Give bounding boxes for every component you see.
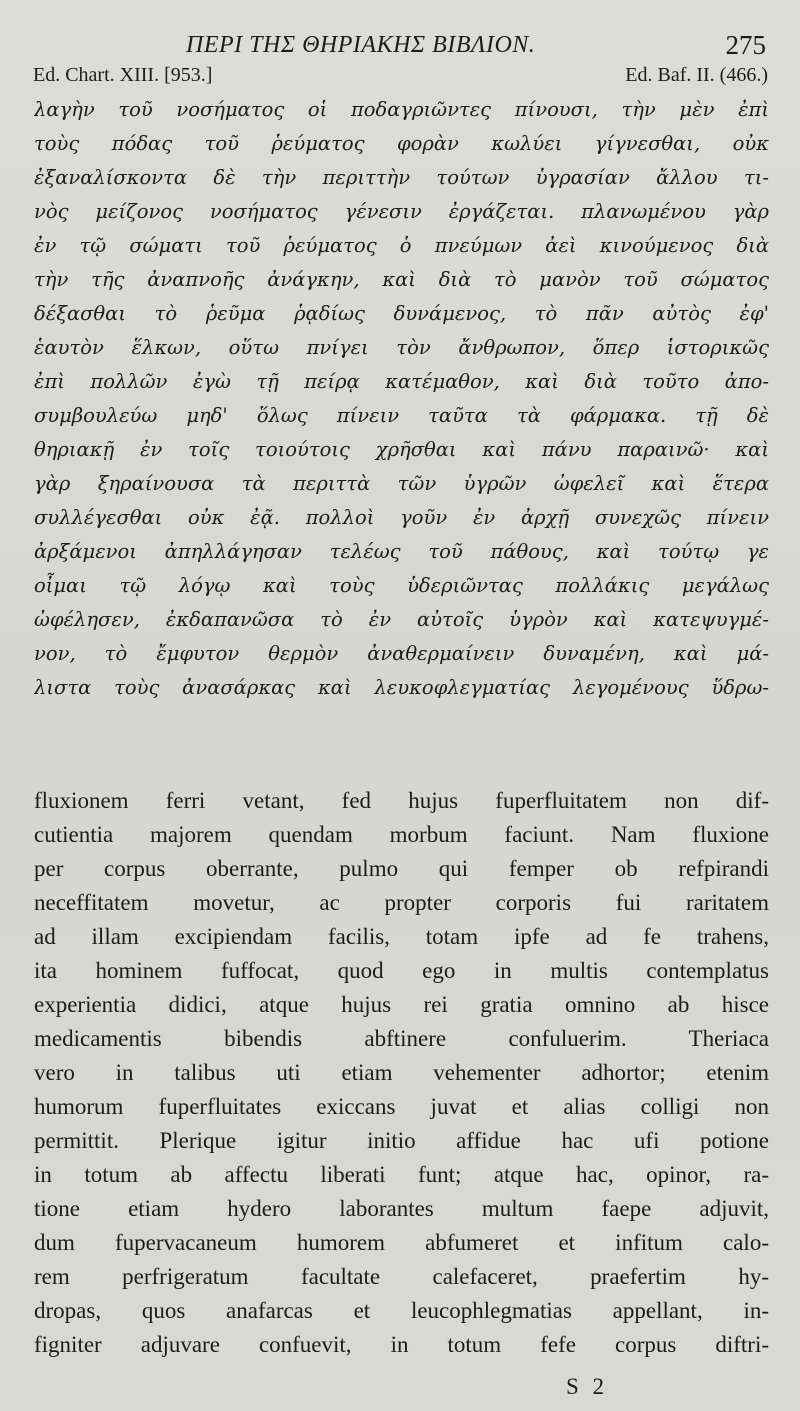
- greek-line: τὴν τῆς ἀναπνοῆς ἀνάγκην, καὶ διὰ τὸ μανὸν τοῦ σώματος: [34, 268, 769, 291]
- greek-line: τοὺς πόδας τοῦ ῥεύματος φορὰν κωλύει γίγνεσθαι, οὐκ: [34, 132, 769, 155]
- greek-line: λιστα τοὺς ἀνασάρκας καὶ λευκοφλεγματίας λεγομένους ὕδρω-: [34, 676, 769, 699]
- greek-line: δέξασθαι τὸ ῥεῦμα ῥᾳδίως δυνάμενος, τὸ πᾶν αὐτὸς ἐφ': [34, 302, 769, 325]
- edition-chartier-reference: Ed. Chart. XIII. [953.]: [33, 64, 213, 86]
- greek-line: ἑαυτὸν ἕλκων, οὕτω πνίγει τὸν ἄνθρωπον, ὅπερ ἱστορικῶς: [34, 336, 769, 359]
- latin-line: rem perfrigeratum facultate calefaceret, praefertim hy-: [34, 1264, 769, 1289]
- latin-line: humorum fuperfluitates exiccans juvat et alias colligi non: [34, 1094, 769, 1119]
- greek-line: ἐξαναλίσκοντα δὲ τὴν περιττὴν τούτων ὑγρασίαν ἄλλου τι-: [34, 166, 769, 189]
- latin-line: dum fupervacaneum humorem abfumeret et infitum calo-: [34, 1230, 769, 1255]
- greek-line: ὠφέλησεν, ἐκδαπανῶσα τὸ ἐν αὐτοῖς ὑγρὸν καὶ κατεψυγμέ-: [34, 608, 769, 631]
- latin-line: experientia didici, atque hujus rei gratia omnino ab hisce: [34, 992, 769, 1017]
- signature-mark: S 2: [566, 1374, 609, 1399]
- running-head: [0, 30, 800, 64]
- latin-line: ita hominem fuffocat, quod ego in multis contemplatus: [34, 958, 769, 983]
- greek-text-block: [34, 92, 769, 704]
- greek-line: ἐν τῷ σώματι τοῦ ῥεύματος ὁ πνεύμων ἀεὶ κινούμενος διὰ: [34, 234, 769, 257]
- running-title: ΠΕΡΙ ΤΗΣ ΘΗΡΙΑΚΗΣ ΒΙΒΛΙΟΝ.: [186, 32, 536, 58]
- greek-line: συμβουλεύω μηδ' ὅλως πίνειν ταῦτα τὰ φάρμακα. τῇ δὲ: [34, 404, 769, 427]
- latin-line: ad illam excipiendam facilis, totam ipfe ad fe trahens,: [34, 924, 769, 949]
- page-number: 275: [725, 30, 766, 60]
- greek-line: ἐπὶ πολλῶν ἐγὼ τῇ πείρᾳ κατέμαθον, καὶ διὰ τοῦτο ἀπο-: [34, 370, 769, 393]
- latin-line: tione etiam hydero laborantes multum faepe adjuvit,: [34, 1196, 769, 1221]
- latin-line: neceffitatem movetur, ac propter corporis fui raritatem: [34, 890, 769, 915]
- latin-line: cutientia majorem quendam morbum faciunt. Nam fluxione: [34, 822, 769, 847]
- greek-line: νὸς μείζονος νοσήματος γένεσιν ἐργάζεται. πλανωμένου γὰρ: [34, 200, 769, 223]
- greek-line: ἀρξάμενοι ἀπηλλάγησαν τελέως τοῦ πάθους, καὶ τούτῳ γε: [34, 540, 769, 563]
- greek-line: γὰρ ξηραίνουσα τὰ περιττὰ τῶν ὑγρῶν ὠφελεῖ καὶ ἕτερα: [34, 472, 769, 495]
- latin-text-block: [34, 784, 769, 1362]
- latin-line: fluxionem ferri vetant, fed hujus fuperfluitatem non dif-: [34, 788, 769, 813]
- greek-line: νον, τὸ ἔμφυτον θερμὸν ἀναθερμαίνειν δυναμένη, καὶ μά-: [34, 642, 769, 665]
- latin-line: dropas, quos anafarcas et leucophlegmatias appellant, in-: [34, 1298, 769, 1323]
- latin-line: per corpus oberrante, pulmo qui femper ob refpirandi: [34, 856, 769, 881]
- latin-line: medicamentis bibendis abftinere confuluerim. Theriaca: [34, 1026, 769, 1051]
- greek-line: οἶμαι τῷ λόγῳ καὶ τοὺς ὑδεριῶντας πολλάκις μεγάλως: [34, 574, 769, 597]
- latin-line: figniter adjuvare confuevit, in totum fefe corpus diftri-: [34, 1332, 769, 1357]
- latin-line: vero in talibus uti etiam vehementer adhortor; etenim: [34, 1060, 769, 1085]
- latin-line: permittit. Plerique igitur initio affidue hac ufi potione: [34, 1128, 769, 1153]
- greek-line: συλλέγεσθαι οὐκ ἐᾷ. πολλοὶ γοῦν ἐν ἀρχῇ συνεχῶς πίνειν: [34, 506, 769, 529]
- greek-line: θηριακῇ ἐν τοῖς τοιούτοις χρῆσθαι καὶ πάνυ παραινῶ· καὶ: [34, 438, 769, 461]
- greek-line: λαγὴν τοῦ νοσήματος οἱ ποδαγριῶντες πίνουσι, τὴν μὲν ἐπὶ: [34, 98, 769, 121]
- edition-reference-line: [33, 64, 768, 92]
- latin-line: in totum ab affectu liberati funt; atque hac, opinor, ra-: [34, 1162, 769, 1187]
- edition-basel-reference: Ed. Baf. II. (466.): [625, 64, 768, 86]
